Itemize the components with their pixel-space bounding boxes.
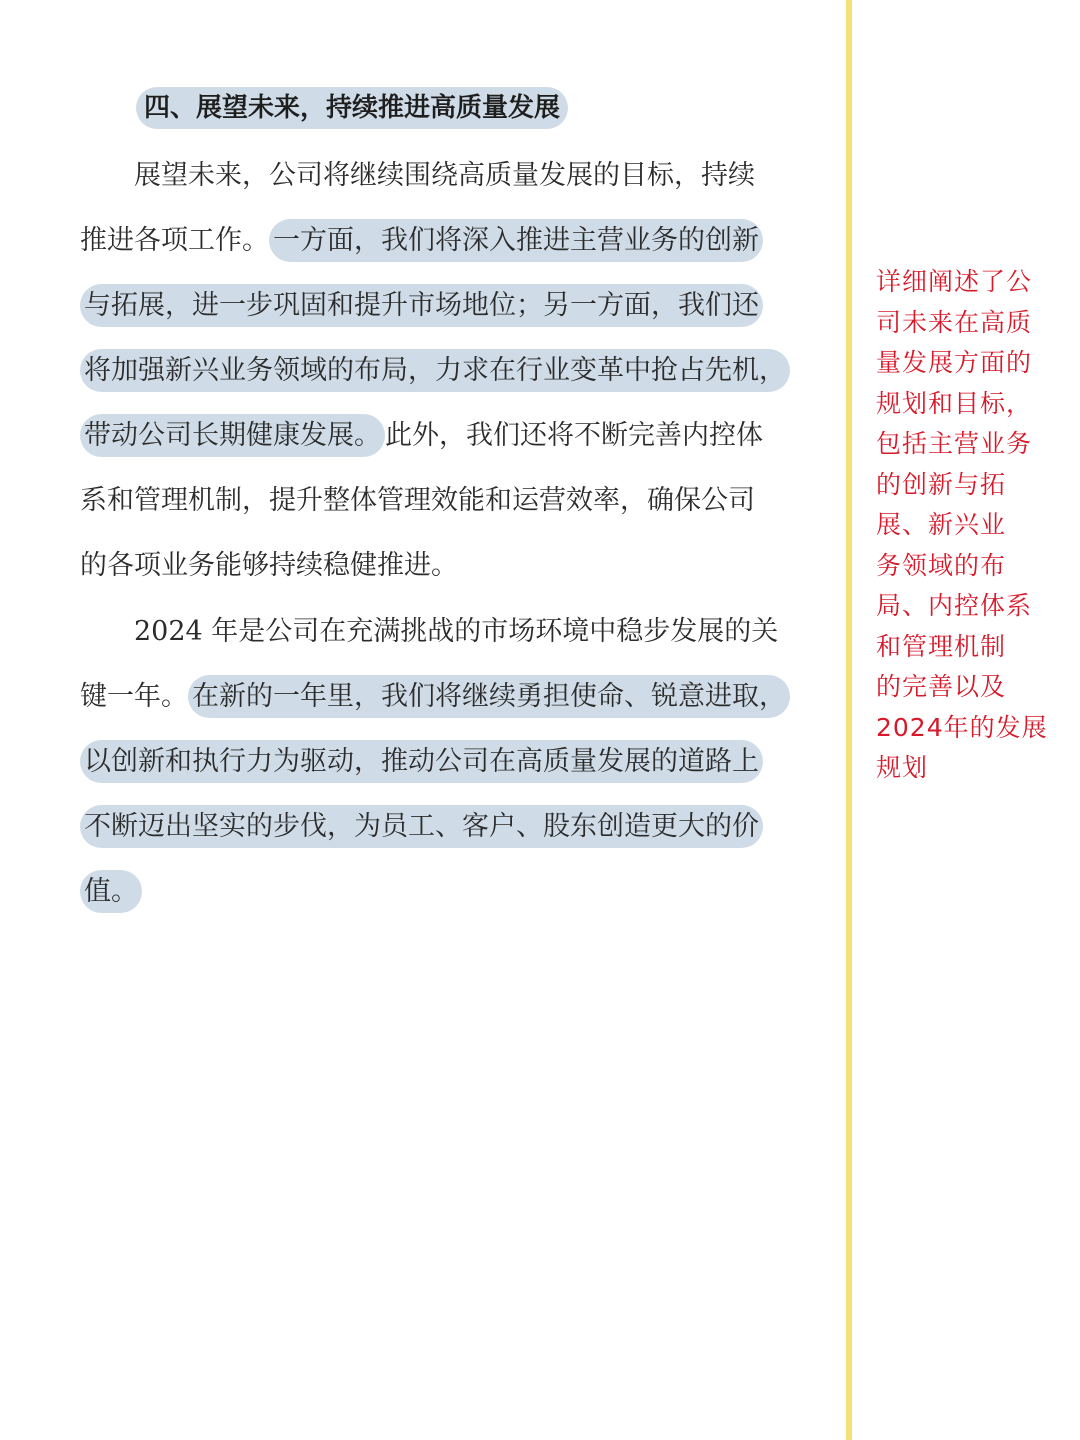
highlighted-text: 值。 bbox=[80, 870, 142, 913]
section-heading bbox=[136, 86, 568, 130]
text-segment: 推进各项工作。 bbox=[80, 225, 269, 256]
heading-highlight: 四、展望未来，持续推进高质量发展 bbox=[136, 87, 568, 129]
highlighted-text: 一方面，我们将深入推进主营业务的创新 bbox=[269, 219, 763, 262]
annotation-line: 详细阐述了公 bbox=[876, 267, 1033, 296]
text-segment: 系和管理机制，提升整体管理效能和运营效率，确保公司 bbox=[80, 485, 755, 516]
body-line bbox=[80, 278, 820, 334]
text-segment: 键一年。 bbox=[80, 681, 188, 712]
annotation-line: 展、新兴业 bbox=[876, 510, 1007, 539]
yellow-margin-divider bbox=[846, 0, 852, 1440]
annotation-line: 规划和目标， bbox=[876, 388, 1033, 418]
annotation-line: 规划 bbox=[876, 753, 929, 782]
annotation-line: 局、内控体系 bbox=[876, 591, 1033, 620]
body-line bbox=[80, 473, 820, 529]
annotation-line: 2024年的发展 bbox=[876, 712, 1048, 742]
text-segment: 2024 年是公司在充满挑战的市场环境中稳步发展的关 bbox=[80, 616, 779, 647]
body-line bbox=[80, 538, 820, 594]
annotation-line: 的创新与拓 bbox=[876, 469, 1007, 499]
annotation-line: 包括主营业务 bbox=[876, 429, 1033, 458]
text-segment: 展望未来，公司将继续围绕高质量发展的目标，持续 bbox=[80, 160, 755, 191]
body-line bbox=[80, 148, 820, 204]
body-line bbox=[80, 669, 820, 725]
highlighted-text: 与拓展，进一步巩固和提升市场地位；另一方面，我们还 bbox=[80, 284, 763, 327]
highlighted-text: 将加强新兴业务领域的布局，力求在行业变革中抢占先机， bbox=[80, 349, 790, 392]
body-line bbox=[80, 799, 820, 855]
annotation-line: 和管理机制 bbox=[876, 631, 1007, 661]
highlighted-text: 以创新和执行力为驱动，推动公司在高质量发展的道路上 bbox=[80, 740, 763, 783]
body-line bbox=[80, 343, 820, 399]
highlighted-text: 在新的一年里，我们将继续勇担使命、锐意进取， bbox=[188, 675, 790, 718]
annotation-line: 量发展方面的 bbox=[876, 348, 1033, 377]
annotation-line: 务领域的布 bbox=[876, 550, 1007, 580]
body-line bbox=[80, 408, 820, 464]
handwritten-annotation bbox=[876, 262, 1076, 789]
body-line bbox=[80, 864, 820, 920]
highlighted-text: 不断迈出坚实的步伐，为员工、客户、股东创造更大的价 bbox=[80, 805, 763, 848]
body-line bbox=[80, 734, 820, 790]
text-segment: 的各项业务能够持续稳健推进。 bbox=[80, 550, 458, 581]
body-line bbox=[80, 213, 820, 269]
annotation-line: 的完善以及 bbox=[876, 672, 1007, 701]
highlighted-text: 带动公司长期健康发展。 bbox=[80, 414, 385, 457]
annotation-line: 司未来在高质 bbox=[876, 307, 1033, 337]
text-segment: 此外，我们还将不断完善内控体 bbox=[385, 420, 763, 451]
body-line bbox=[80, 604, 820, 660]
